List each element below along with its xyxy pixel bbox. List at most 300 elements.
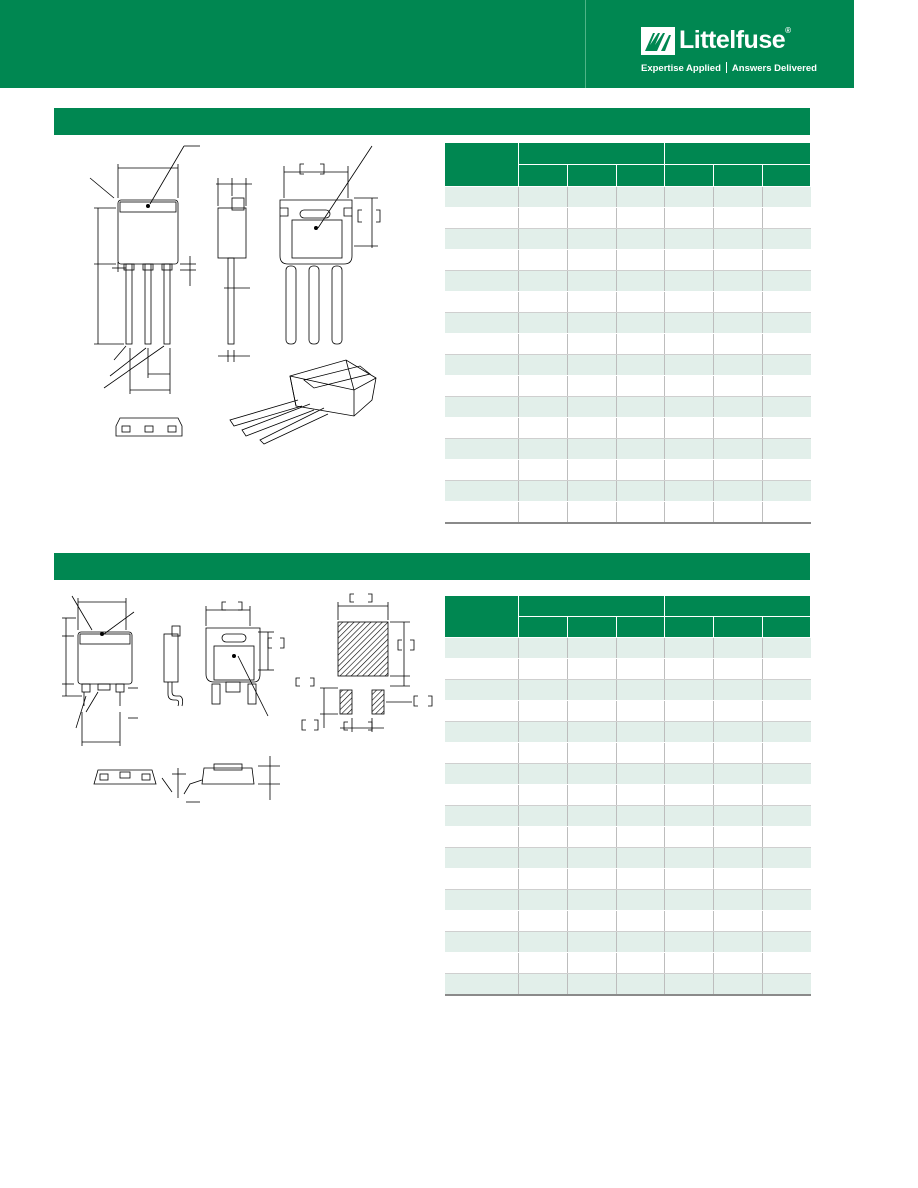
table-cell: [445, 764, 519, 785]
table-cell: [617, 764, 665, 785]
table-cell: [519, 974, 568, 996]
table-cell: [519, 659, 568, 680]
table-row: [445, 208, 811, 229]
table-cell: [665, 722, 714, 743]
table-cell: [665, 701, 714, 722]
upper-table-subheader: [568, 165, 617, 187]
table-cell: [714, 208, 763, 229]
table-cell: [519, 827, 568, 848]
table-cell: [568, 250, 617, 271]
table-cell: [519, 638, 568, 659]
table-cell: [617, 334, 665, 355]
table-cell: [763, 764, 811, 785]
table-cell: [519, 911, 568, 932]
table-cell: [665, 932, 714, 953]
table-cell: [763, 890, 811, 911]
table-cell: [519, 439, 568, 460]
table-cell: [714, 911, 763, 932]
table-cell: [519, 701, 568, 722]
table-cell: [617, 460, 665, 481]
table-row: [445, 764, 811, 785]
table-cell: [445, 869, 519, 890]
upper-back-view: [280, 146, 380, 344]
table-cell: [519, 764, 568, 785]
table-cell: [445, 502, 519, 524]
table-cell: [568, 638, 617, 659]
table-cell: [519, 785, 568, 806]
table-cell: [665, 827, 714, 848]
upper-end-view: [116, 418, 182, 436]
table-cell: [714, 701, 763, 722]
table-cell: [617, 659, 665, 680]
table-cell: [665, 974, 714, 996]
upper-table-subheader: [665, 165, 714, 187]
lower-end-view: [94, 770, 156, 784]
table-row: [445, 229, 811, 250]
table-cell: [568, 229, 617, 250]
upper-table-header-dimension: [445, 143, 519, 187]
table-cell: [617, 827, 665, 848]
table-cell: [763, 355, 811, 376]
table-cell: [665, 953, 714, 974]
tagline-left: Expertise Applied: [641, 63, 721, 74]
table-cell: [665, 376, 714, 397]
table-cell: [445, 292, 519, 313]
table-cell: [445, 418, 519, 439]
table-cell: [519, 481, 568, 502]
table-cell: [617, 439, 665, 460]
table-cell: [763, 638, 811, 659]
table-cell: [568, 743, 617, 764]
table-cell: [568, 376, 617, 397]
table-cell: [445, 785, 519, 806]
upper-dimension-table: [444, 142, 811, 524]
table-row: [445, 481, 811, 502]
table-row: [445, 502, 811, 524]
table-cell: [665, 785, 714, 806]
table-cell: [617, 376, 665, 397]
table-cell: [763, 785, 811, 806]
table-cell: [519, 355, 568, 376]
table-cell: [714, 250, 763, 271]
table-cell: [763, 974, 811, 996]
table-cell: [714, 355, 763, 376]
table-cell: [617, 208, 665, 229]
table-cell: [665, 418, 714, 439]
table-cell: [665, 869, 714, 890]
table-cell: [617, 355, 665, 376]
table-cell: [445, 638, 519, 659]
table-cell: [665, 355, 714, 376]
lower-table-subheader: [665, 617, 714, 638]
littelfuse-logo[interactable]: [641, 26, 791, 55]
table-cell: [445, 376, 519, 397]
lower-table-subheader: [763, 617, 811, 638]
table-cell: [617, 397, 665, 418]
table-cell: [665, 764, 714, 785]
tagline-separator: [726, 62, 727, 73]
table-cell: [665, 250, 714, 271]
table-cell: [714, 313, 763, 334]
table-cell: [568, 481, 617, 502]
table-row: [445, 659, 811, 680]
table-cell: [519, 890, 568, 911]
table-cell: [445, 743, 519, 764]
table-cell: [665, 848, 714, 869]
table-cell: [617, 229, 665, 250]
table-row: [445, 376, 811, 397]
table-cell: [519, 187, 568, 208]
table-cell: [445, 911, 519, 932]
table-cell: [763, 848, 811, 869]
table-cell: [568, 397, 617, 418]
table-cell: [617, 638, 665, 659]
table-row: [445, 785, 811, 806]
table-cell: [665, 890, 714, 911]
table-cell: [763, 439, 811, 460]
table-cell: [568, 460, 617, 481]
page-header: [0, 0, 854, 88]
table-cell: [714, 659, 763, 680]
table-cell: [763, 659, 811, 680]
table-row: [445, 869, 811, 890]
table-cell: [714, 848, 763, 869]
table-cell: [445, 659, 519, 680]
table-cell: [617, 701, 665, 722]
table-cell: [519, 953, 568, 974]
table-cell: [445, 890, 519, 911]
table-cell: [665, 911, 714, 932]
table-cell: [568, 722, 617, 743]
table-cell: [568, 785, 617, 806]
upper-table-header-group-1: [519, 143, 665, 165]
table-cell: [519, 292, 568, 313]
littelfuse-mark-icon: [641, 27, 675, 55]
table-row: [445, 292, 811, 313]
table-cell: [445, 932, 519, 953]
table-cell: [445, 229, 519, 250]
table-cell: [568, 932, 617, 953]
table-row: [445, 271, 811, 292]
table-cell: [568, 187, 617, 208]
table-cell: [445, 974, 519, 996]
table-cell: [445, 334, 519, 355]
lower-profile-view: [162, 756, 280, 802]
table-cell: [714, 229, 763, 250]
table-cell: [445, 806, 519, 827]
upper-table-subheader: [714, 165, 763, 187]
table-cell: [714, 271, 763, 292]
table-cell: [568, 953, 617, 974]
table-cell: [665, 229, 714, 250]
table-cell: [445, 953, 519, 974]
table-cell: [763, 701, 811, 722]
upper-table-subheader: [617, 165, 665, 187]
table-cell: [519, 743, 568, 764]
table-cell: [763, 953, 811, 974]
upper-table-subheader: [763, 165, 811, 187]
table-row: [445, 334, 811, 355]
table-cell: [714, 764, 763, 785]
table-cell: [714, 743, 763, 764]
table-cell: [519, 722, 568, 743]
table-cell: [568, 439, 617, 460]
table-cell: [519, 376, 568, 397]
table-cell: [617, 932, 665, 953]
lower-table-header-group-1: [519, 596, 665, 617]
table-cell: [763, 418, 811, 439]
upper-front-view: [90, 146, 200, 394]
table-row: [445, 638, 811, 659]
table-cell: [763, 502, 811, 524]
table-row: [445, 250, 811, 271]
table-cell: [714, 869, 763, 890]
table-row: [445, 701, 811, 722]
table-cell: [568, 334, 617, 355]
upper-isometric-view: [230, 360, 376, 444]
table-cell: [519, 806, 568, 827]
header-divider: [585, 0, 586, 88]
table-row: [445, 890, 811, 911]
table-cell: [445, 827, 519, 848]
table-cell: [763, 911, 811, 932]
table-cell: [763, 932, 811, 953]
table-row: [445, 911, 811, 932]
upper-table-body: [445, 187, 811, 524]
lower-back-view: [206, 602, 284, 716]
table-cell: [519, 460, 568, 481]
table-cell: [445, 722, 519, 743]
table-row: [445, 722, 811, 743]
table-cell: [665, 292, 714, 313]
table-cell: [617, 911, 665, 932]
table-cell: [714, 806, 763, 827]
table-cell: [568, 869, 617, 890]
table-cell: [617, 722, 665, 743]
table-cell: [714, 187, 763, 208]
table-cell: [568, 292, 617, 313]
table-cell: [665, 806, 714, 827]
upper-table-subheader: [519, 165, 568, 187]
table-cell: [519, 418, 568, 439]
upper-side-view: [216, 178, 252, 362]
table-row: [445, 827, 811, 848]
lower-table-body: [445, 638, 811, 996]
table-cell: [714, 397, 763, 418]
table-row: [445, 439, 811, 460]
table-cell: [617, 953, 665, 974]
table-cell: [568, 271, 617, 292]
table-cell: [445, 397, 519, 418]
table-cell: [568, 313, 617, 334]
table-cell: [714, 638, 763, 659]
table-cell: [617, 680, 665, 701]
table-cell: [763, 806, 811, 827]
table-cell: [617, 418, 665, 439]
table-cell: [665, 334, 714, 355]
table-cell: [617, 806, 665, 827]
table-cell: [714, 439, 763, 460]
section-bar-lower: [54, 553, 810, 580]
table-cell: [714, 680, 763, 701]
table-cell: [445, 208, 519, 229]
table-cell: [445, 848, 519, 869]
table-cell: [665, 187, 714, 208]
table-cell: [714, 785, 763, 806]
table-cell: [763, 680, 811, 701]
table-cell: [568, 680, 617, 701]
table-cell: [617, 974, 665, 996]
section-bar-upper: [54, 108, 810, 135]
logo-wordmark: Littelfuse®: [679, 26, 791, 54]
table-cell: [763, 313, 811, 334]
brand-tagline: [641, 62, 817, 74]
table-cell: [617, 481, 665, 502]
table-row: [445, 313, 811, 334]
table-cell: [519, 250, 568, 271]
table-cell: [714, 974, 763, 996]
lower-table-header-dimension: [445, 596, 519, 638]
table-cell: [763, 743, 811, 764]
table-cell: [763, 460, 811, 481]
table-row: [445, 680, 811, 701]
table-cell: [665, 680, 714, 701]
table-cell: [763, 722, 811, 743]
table-cell: [568, 827, 617, 848]
table-row: [445, 187, 811, 208]
table-cell: [519, 313, 568, 334]
table-cell: [519, 680, 568, 701]
table-cell: [519, 848, 568, 869]
table-cell: [763, 397, 811, 418]
table-cell: [445, 680, 519, 701]
table-row: [445, 355, 811, 376]
table-cell: [665, 397, 714, 418]
table-row: [445, 953, 811, 974]
lower-footprint-view: [296, 594, 432, 732]
table-cell: [714, 722, 763, 743]
table-cell: [714, 502, 763, 524]
table-cell: [617, 271, 665, 292]
table-cell: [763, 229, 811, 250]
table-cell: [714, 890, 763, 911]
lower-table-header-group-2: [665, 596, 811, 617]
table-row: [445, 460, 811, 481]
table-cell: [714, 460, 763, 481]
table-cell: [568, 701, 617, 722]
table-cell: [763, 481, 811, 502]
table-cell: [665, 481, 714, 502]
lower-dimension-table: [444, 595, 811, 996]
table-cell: [714, 827, 763, 848]
table-cell: [714, 376, 763, 397]
table-cell: [617, 313, 665, 334]
table-cell: [617, 502, 665, 524]
table-cell: [519, 271, 568, 292]
table-row: [445, 848, 811, 869]
table-cell: [617, 187, 665, 208]
table-cell: [617, 292, 665, 313]
tagline-right: Answers Delivered: [731, 63, 817, 74]
table-row: [445, 932, 811, 953]
table-cell: [445, 271, 519, 292]
lower-table-subheader: [568, 617, 617, 638]
table-cell: [665, 743, 714, 764]
lower-table-subheader: [714, 617, 763, 638]
table-cell: [665, 502, 714, 524]
table-cell: [568, 848, 617, 869]
table-cell: [568, 890, 617, 911]
table-cell: [568, 974, 617, 996]
table-cell: [617, 848, 665, 869]
table-cell: [445, 460, 519, 481]
table-cell: [763, 292, 811, 313]
table-cell: [714, 418, 763, 439]
table-cell: [519, 334, 568, 355]
upper-package-drawing: [54, 138, 424, 448]
table-row: [445, 743, 811, 764]
table-cell: [763, 271, 811, 292]
table-cell: [568, 911, 617, 932]
table-row: [445, 974, 811, 996]
table-cell: [617, 869, 665, 890]
table-cell: [617, 743, 665, 764]
table-cell: [445, 439, 519, 460]
table-cell: [763, 869, 811, 890]
table-cell: [519, 502, 568, 524]
table-cell: [445, 355, 519, 376]
table-cell: [763, 187, 811, 208]
table-cell: [763, 208, 811, 229]
table-cell: [617, 785, 665, 806]
table-cell: [714, 481, 763, 502]
table-cell: [519, 932, 568, 953]
lower-front-view: [62, 596, 138, 746]
table-cell: [568, 418, 617, 439]
lower-table-subheader: [519, 617, 568, 638]
table-cell: [617, 250, 665, 271]
table-cell: [519, 208, 568, 229]
table-cell: [568, 208, 617, 229]
table-cell: [763, 250, 811, 271]
table-cell: [445, 481, 519, 502]
table-cell: [568, 764, 617, 785]
table-row: [445, 806, 811, 827]
lower-package-drawing: [54, 588, 438, 810]
table-cell: [519, 869, 568, 890]
table-cell: [665, 439, 714, 460]
table-cell: [665, 638, 714, 659]
table-cell: [568, 355, 617, 376]
table-cell: [568, 659, 617, 680]
table-cell: [568, 502, 617, 524]
table-cell: [665, 208, 714, 229]
table-cell: [665, 460, 714, 481]
table-cell: [617, 890, 665, 911]
table-cell: [568, 806, 617, 827]
lower-table-subheader: [617, 617, 665, 638]
lower-side-view: [164, 626, 183, 706]
table-cell: [519, 397, 568, 418]
table-cell: [665, 271, 714, 292]
table-row: [445, 397, 811, 418]
table-cell: [763, 334, 811, 355]
table-cell: [665, 659, 714, 680]
table-cell: [445, 701, 519, 722]
table-cell: [763, 827, 811, 848]
table-cell: [665, 313, 714, 334]
table-cell: [714, 932, 763, 953]
